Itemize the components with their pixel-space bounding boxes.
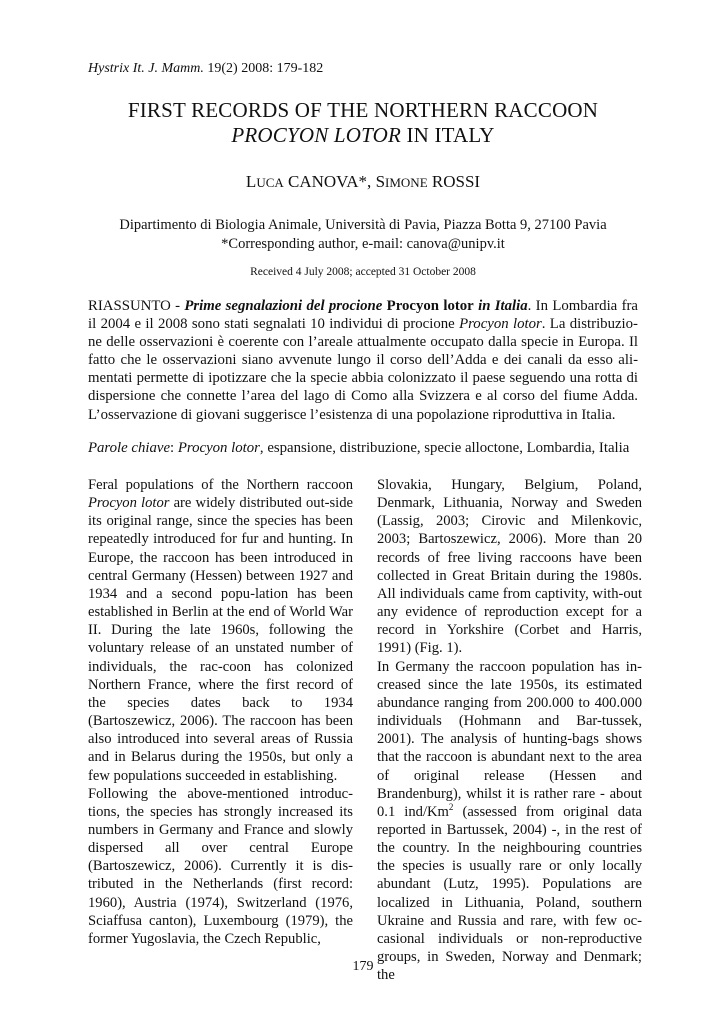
abstract-text-a: . In Lombardia fra il 2004 e il 2008 sono stati segnalati 10 individui di procione: [88, 298, 638, 333]
body-text: are widely distributed out-side its original range, since the species has been repeatedly introduced for fur and hunting. In Europe, the raccoon has been introduced in central Germany (Hessen) between 1927 and 1934 and a second popu-lation has been established in Berlin at the end of World War II. During the late 1960s, following the voluntary release of an unstated number of individuals, the rac-coon has colonized Northern France, where the first record of the species dates back to 1934 (Bartoszewicz, 2006). The raccoon has been also introduced into several areas of Russia and in Belarus during the 1950s, but only a few populations succeeded in establishing.: [88, 495, 353, 784]
paper-title: [60, 98, 666, 148]
journal-name: Hystrix It. J. Mamm.: [88, 61, 204, 76]
body-paragraph: Following the above-mentioned introduc-tions, the species has strongly increased its numbers in Germany and France and slowly dispersed all over central Europe (Bartoszewicz, 2006). Currently it is dis-tributed in the Netherlands (first record: 1960), Austria (1974), Switzerland (1976, Sciaffusa canton), Luxembourg (1979), the former Yugoslavia, the Czech Republic,: [88, 785, 353, 947]
abstract-title-species: Procyon lotor: [386, 298, 474, 314]
body-text: (assessed from original data reported in Bartussek, 2004) -, in the rest of the country. In the neighbouring countries the species is usually rare or only locally abundant (Lutz, 1995). Populations are localized in Lithuania, Poland, southern Ukraine and Russia and rare, with few oc-casional individuals or non-reproductive groups, in Sweden, Norway and Denmark; the: [377, 803, 643, 984]
keywords-sep: :: [170, 440, 178, 456]
body-column-left: [88, 476, 353, 948]
affiliation-line-1: Dipartimento di Biologia Animale, Università di Pavia, Piazza Botta 9, 27100 Pavia: [119, 217, 607, 233]
received-dates: Received 4 July 2008; accepted 31 October 2008: [250, 266, 476, 278]
keywords: [88, 440, 648, 457]
body-paragraph: [88, 476, 353, 785]
title-line-2-rest: IN ITALY: [401, 123, 495, 147]
author-1-last: CANOVA*,: [288, 172, 376, 191]
body-text: In Germany the raccoon population has in-creased since the late 1950s, its estimated abundance ranging from 200.000 to 400.000 individuals (Hohmann and Bar-tussek, 2001). The analysis of hunting-bags shows that the raccoon is abundant next to the area of original release (Hessen and Brandenburg), whilst it is rather rare - about 0.1 ind/Km: [377, 658, 642, 820]
corresponding-author: *Corresponding author, e-mail: canova@unipv.it: [221, 236, 505, 252]
keywords-rest: , espansione, distribuzione, specie alloctone, Lombardia, Italia: [259, 440, 630, 456]
author-1-first: UCA: [256, 175, 284, 190]
title-line-1: FIRST RECORDS OF THE NORTHERN RACCOON: [127, 98, 599, 122]
title-species: PROCYON LOTOR: [231, 123, 401, 147]
author-1-initial: L: [245, 172, 257, 191]
authors: [60, 172, 666, 192]
journal-header: [88, 61, 323, 77]
title-line-2: [60, 123, 666, 148]
author-2-first: IMONE: [385, 175, 428, 190]
journal-citation: 19(2) 2008: 179-182: [207, 61, 324, 76]
body-column-right: [377, 476, 642, 984]
abstract-text-b: . La distribuzio-ne delle osservazioni è coerente con l’areale attualmente occupato dalla specie in Europa. Il fatto che le osservazioni siano avvenute lungo il corso dell’Adda e dei canali da esso ali-mentati permette di ipotizzare che la specie abbia colonizzato il paese seguendo una rotta di dispersione che connette l’area del lago di Como alla Svizzera e al corso del fiume Adda. L’osservazione di giovani suggerisce l’esistenza di una popolazione riproduttiva in Italia.: [88, 316, 638, 423]
abstract-species: Procyon lotor: [459, 316, 542, 333]
superscript: 2: [448, 801, 454, 812]
body-paragraph: [377, 658, 642, 985]
body-paragraph: Slovakia, Hungary, Belgium, Poland, Denmark, Lithuania, Norway and Sweden (Lassig, 2003; Cirovic and Milenkovic, 2003; Bartoszewicz, 2006). More than 20 records of free living raccoons have been collected in Great Britain during the 1980s. All individuals came from captivity, with-out any evidence of reproduction except for a record in Yorkshire (Corbet and Harris, 1991) (Fig. 1).: [377, 477, 642, 657]
page-number: 179: [352, 959, 374, 974]
abstract: [88, 297, 638, 424]
body-text: Feral populations of the Northern raccoon: [88, 477, 353, 493]
abstract-title-c: in Italia: [473, 298, 528, 314]
author-2-initial: S: [375, 172, 386, 191]
keyword-species: Procyon lotor: [177, 440, 260, 456]
body-species: Procyon lotor: [88, 495, 170, 512]
author-2-last: ROSSI: [431, 172, 481, 191]
abstract-title-a: Prime segnalazioni del procione: [184, 298, 383, 314]
abstract-label: RIASSUNTO -: [88, 298, 185, 314]
keywords-label: Parole chiave: [88, 440, 171, 456]
affiliation: [60, 216, 666, 254]
